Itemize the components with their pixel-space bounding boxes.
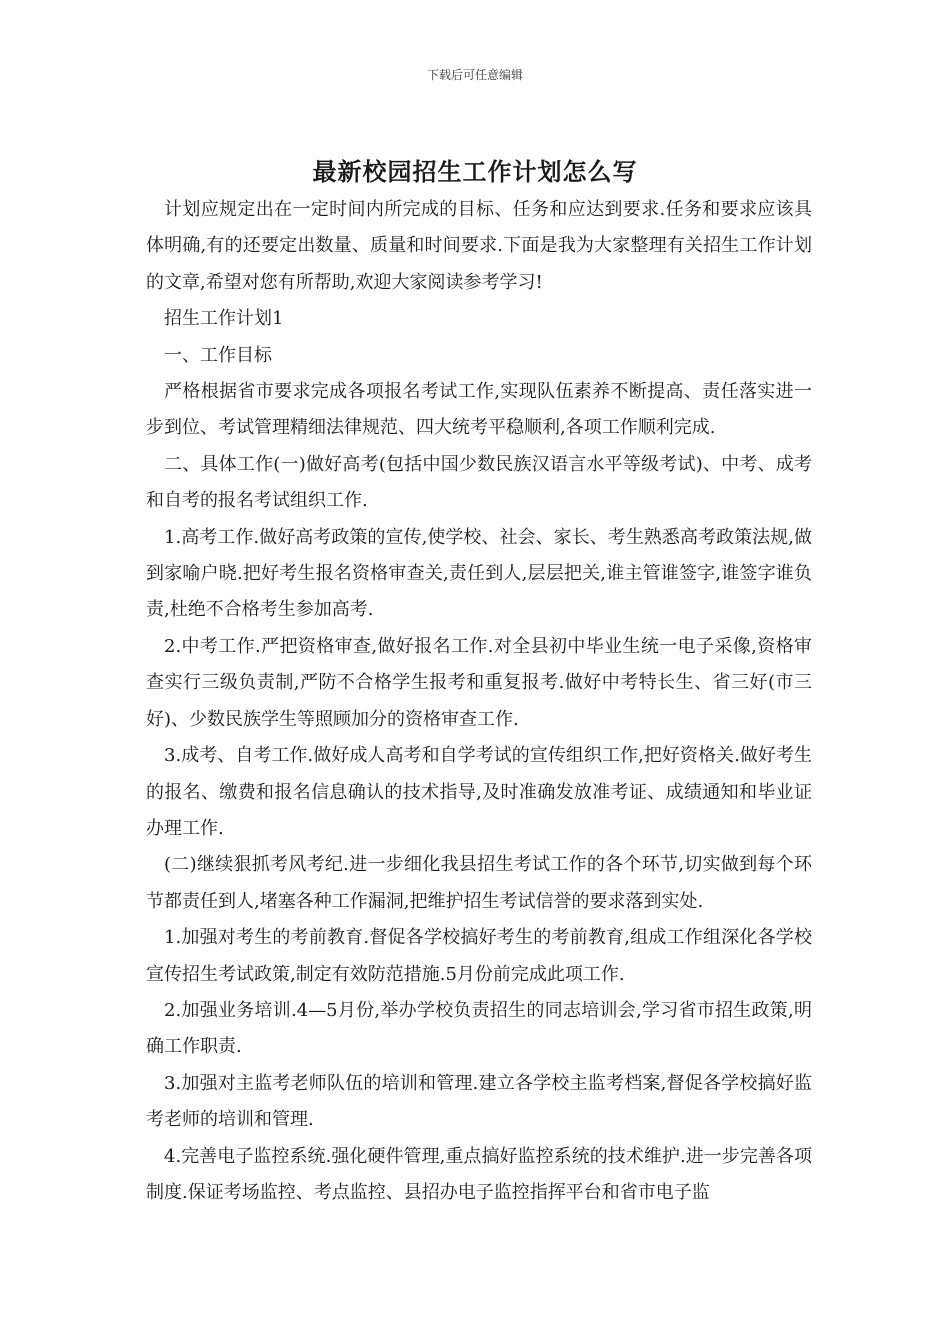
paragraph-intro: 计划应规定出在一定时间内所完成的目标、任务和应达到要求.任务和要求应该具体明确,有的还要定出数量、质量和时间要求.下面是我为大家整理有关招生工作计划的文章,希望对您有所帮助,欢迎大家阅读参考学习! bbox=[146, 199, 812, 293]
document-body bbox=[146, 192, 812, 1211]
paragraph-training: 2.加强业务培训.4—5月份,举办学校负责招生的同志培训会,学习省市招生政策,明确工作职责. bbox=[146, 999, 812, 1058]
paragraph-chengkao-zikao: 3.成考、自考工作.做好成人高考和自学考试的宣传组织工作,把好资格关.做好考生的报名、缴费和报名信息确认的技术指导,及时准确发放准考证、成绩通知和毕业证办理工作. bbox=[146, 745, 812, 839]
paragraph-proctor-management: 3.加强对主监考老师队伍的培训和管理.建立各学校主监考档案,督促各学校搞好监考老师的培训和管理. bbox=[146, 1072, 812, 1131]
document-title: 最新校园招生工作计划怎么写 bbox=[312, 157, 638, 186]
header-note: 下载后可任意编辑 bbox=[426, 68, 523, 82]
paragraph-goals: 严格根据省市要求完成各项报名考试工作,实现队伍素养不断提高、责任落实进一步到位、考试管理精细法律规范、四大统考平稳顺利,各项工作顺利完成. bbox=[146, 381, 812, 439]
paragraph-exam-discipline: (二)继续狠抓考风考纪.进一步细化我县招生考试工作的各个环节,切实做到每个环节都责任到人,堵塞各种工作漏洞,把维护招生考试信誉的要求落到实处. bbox=[146, 854, 812, 912]
paragraph-gaokao: 1.高考工作.做好高考政策的宣传,使学校、社会、家长、考生熟悉高考政策法规,做到家喻户晓.把好考生报名资格审查关,责任到人,层层把关,谁主管谁签字,谁签字谁负责,杜绝不合格考生参加高考. bbox=[146, 526, 812, 621]
paragraph-monitoring-system: 4.完善电子监控系统.强化硬件管理,重点搞好监控系统的技术维护.进一步完善各项制度.保证考场监控、考点监控、县招办电子监控指挥平台和省市电子监 bbox=[146, 1145, 812, 1203]
paragraph-zhongkao: 2.中考工作.严把资格审查,做好报名工作.对全县初中毕业生统一电子采像,资格审查实行三级负责制,严防不合格学生报考和重复报考.做好中考特长生、省三好(市三好)、少数民族学生等照顾加分的资格审查工作. bbox=[146, 635, 812, 730]
section-heading-plan-1: 招生工作计划1 bbox=[164, 308, 284, 330]
paragraph-pre-exam-education: 1.加强对考生的考前教育.督促各学校搞好考生的考前教育,组成工作组深化各学校宣传招生考试政策,制定有效防范措施.5月份前完成此项工作. bbox=[146, 927, 812, 985]
paragraph-specific-work: 二、具体工作(一)做好高考(包括中国少数民族汉语言水平等级考试)、中考、成考和自考的报名考试组织工作. bbox=[146, 453, 812, 512]
section-heading-goals: 一、工作目标 bbox=[164, 344, 272, 366]
